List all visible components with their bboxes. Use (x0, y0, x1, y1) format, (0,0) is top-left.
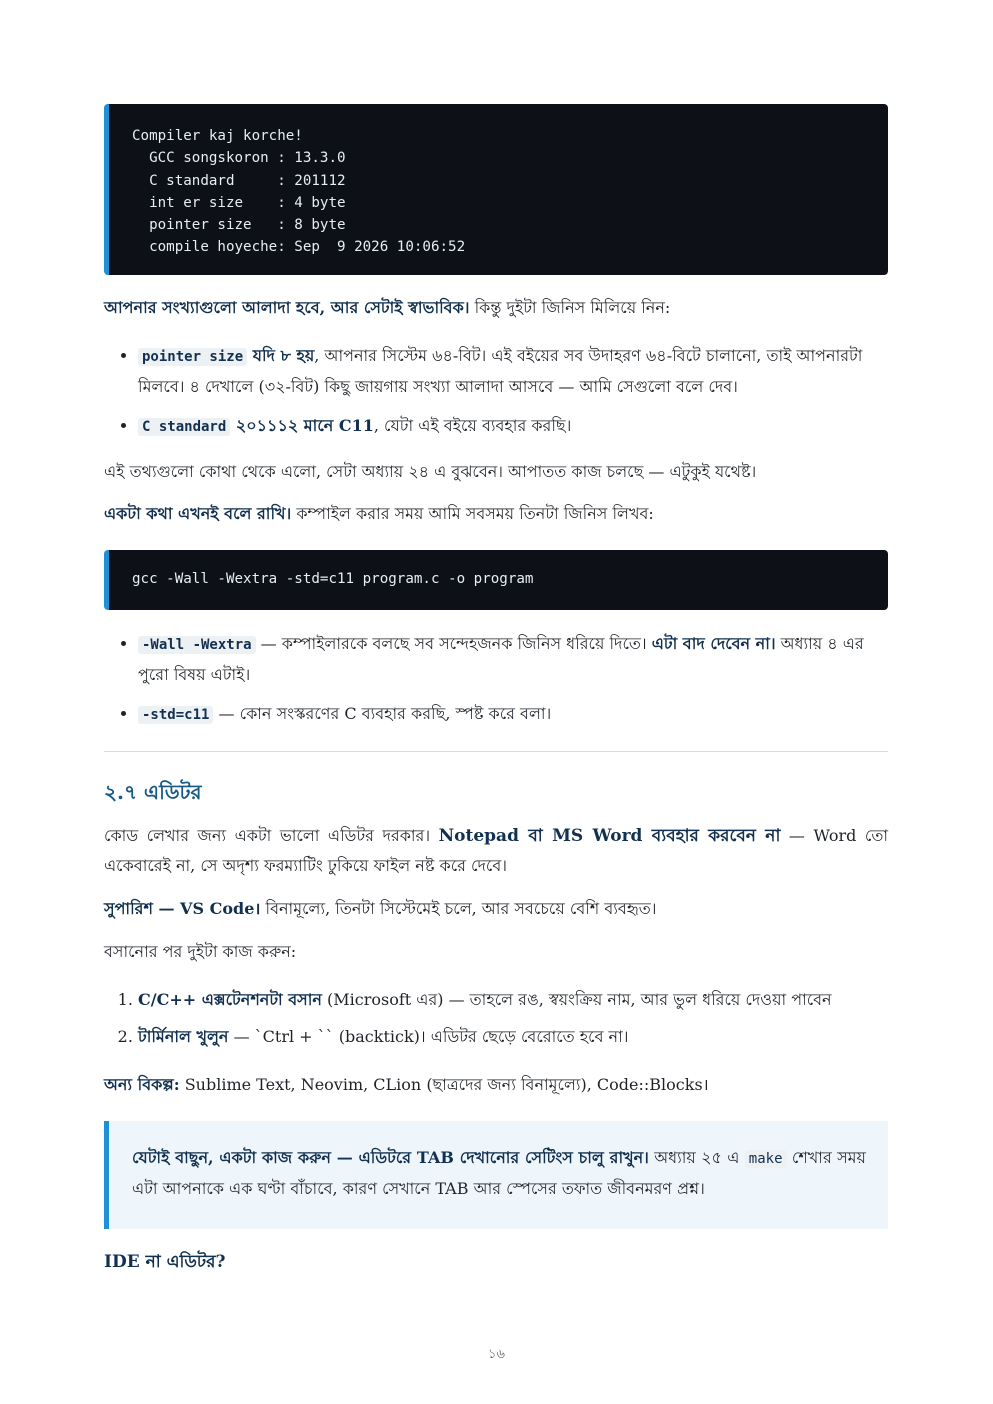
callout-text (132, 1143, 866, 1203)
text: — কোন সংস্করণের C ব্যবহার করছি, স্পষ্ট করে বলা। (213, 704, 552, 723)
inline-code: pointer size (138, 348, 247, 366)
bold-text: একটা কথা এখনই বলে রাখি। (104, 504, 292, 523)
text: কম্পাইল করার সময় আমি সবসময় তিনটা জিনিস লিখব: (291, 504, 654, 523)
paragraph-check (104, 293, 888, 322)
code-block-command (104, 550, 888, 610)
bold-text: আপনার সংখ্যাগুলো আলাদা হবে, আর সেটাই স্বাভাবিক। (104, 298, 470, 317)
bold-text: টার্মিনাল খুলুন (138, 1027, 229, 1046)
bold-text: C/C++ এক্সটেনশনটা বসান (138, 990, 322, 1009)
list-item (138, 699, 888, 730)
bullet-list-2 (104, 629, 888, 730)
bold-text: এটা বাদ দেবেন না। (651, 634, 776, 653)
bold-text: ২০১১১২ মানে C11 (230, 416, 374, 435)
bullet-list-1 (104, 341, 888, 442)
list-item (138, 985, 888, 1014)
code-block-output (104, 104, 888, 275)
list-item (138, 629, 888, 689)
bold-text: যদি ৮ হয় (247, 346, 315, 365)
inline-code: make (745, 1150, 787, 1168)
text: , আপনার সিস্টেম ৬৪-বিট। এই বইয়ের সব উদাহরণ ৬৪-বিটে চালানো, তাই আপনারটা মিলবে। ৪ দেখালে (৩২-বিট) কিছু জায়গায় সংখ্যা আলাদা আসবে — আমি সেগুলো বলে দেব। (138, 346, 863, 396)
list-item (138, 411, 888, 442)
paragraph-alternatives (104, 1070, 888, 1099)
text: বিনামূল্যে, তিনটা সিস্টেমেই চলে, আর সবচেয়ে বেশি ব্যবহৃত। (260, 899, 657, 918)
divider (104, 751, 888, 752)
text: কোড লেখার জন্য একটা ভালো এডিটর দরকার। (104, 826, 439, 845)
subheading: IDE না এডিটর? (104, 1252, 226, 1272)
code-text: Compiler kaj korche! GCC songskoron : 13.3.0 C standard : 201112 int er size : 4 byte pointer size : 8 byte compile hoyeche: Sep 9 2026 10:06:52 (132, 128, 466, 256)
text: অধ্যায় ৪ এর পুরো বিষয় এটাই। (138, 634, 864, 684)
text: , যেটা এই বইয়ে ব্যবহার করছি। (373, 416, 572, 435)
numbered-list (104, 985, 888, 1051)
text: কিন্তু দুইটা জিনিস মিলিয়ে নিন: (469, 298, 671, 317)
text: অধ্যায় ২৫ এ (648, 1148, 745, 1167)
bold-text: যেটাই বাছুন, একটা কাজ করুন — এডিটরে TAB দেখানোর সেটিংস চালু রাখুন। (132, 1148, 649, 1167)
inline-code: C standard (138, 418, 230, 436)
code-text: gcc -Wall -Wextra -std=c11 program.c -o program (132, 571, 534, 587)
list-item (138, 1022, 888, 1051)
bold-text: Notepad বা MS Word ব্যবহার করবেন না (438, 826, 781, 846)
paragraph-note (104, 499, 888, 528)
text: — কম্পাইলারকে বলছে সব সন্দেহজনক জিনিস ধরিয়ে দিতে। (255, 634, 652, 653)
inline-code: -Wall -Wextra (138, 636, 256, 654)
bold-text: সুপারিশ — VS Code। (104, 899, 261, 918)
text: শেখার সময় এটা আপনাকে এক ঘণ্টা বাঁচাবে, কারণ সেখানে TAB আর স্পেসের তফাত জীবনমরণ প্রশ্ন। (132, 1148, 866, 1198)
inline-code: -std=c11 (138, 706, 213, 724)
paragraph-recommendation (104, 894, 888, 923)
list-item (138, 341, 888, 401)
page-number: ১৬ (488, 1347, 505, 1362)
text: Sublime Text, Neovim, CLion (ছাত্রদের জন্য বিনামূল্যে), Code::Blocks। (179, 1075, 709, 1094)
callout-box (104, 1121, 888, 1229)
paragraph-after-install: বসানোর পর দুইটা কাজ করুন: (104, 942, 297, 961)
text: — `Ctrl + `` (backtick)। এডিটর ছেড়ে বেরোতে হবে না। (228, 1027, 629, 1046)
paragraph-editor (104, 821, 888, 880)
bold-text: অন্য বিকল্প: (104, 1075, 180, 1094)
text: (Microsoft এর) — তাহলে রঙ, স্বয়ংক্রিয় নাম, আর ভুল ধরিয়ে দেওয়া পাবেন (321, 990, 832, 1009)
section-heading: ২.৭ এডিটর (104, 780, 202, 804)
text: — Word তো একেবারেই না, সে অদৃশ্য ফরম্যাটিং ঢুকিয়ে ফাইল নষ্ট করে দেবে। (104, 826, 889, 875)
paragraph-info: এই তথ্যগুলো কোথা থেকে এলো, সেটা অধ্যায় ২৪ এ বুঝবেন। আপাতত কাজ চলছে — এটুকুই যথেষ্ট। (104, 462, 757, 481)
